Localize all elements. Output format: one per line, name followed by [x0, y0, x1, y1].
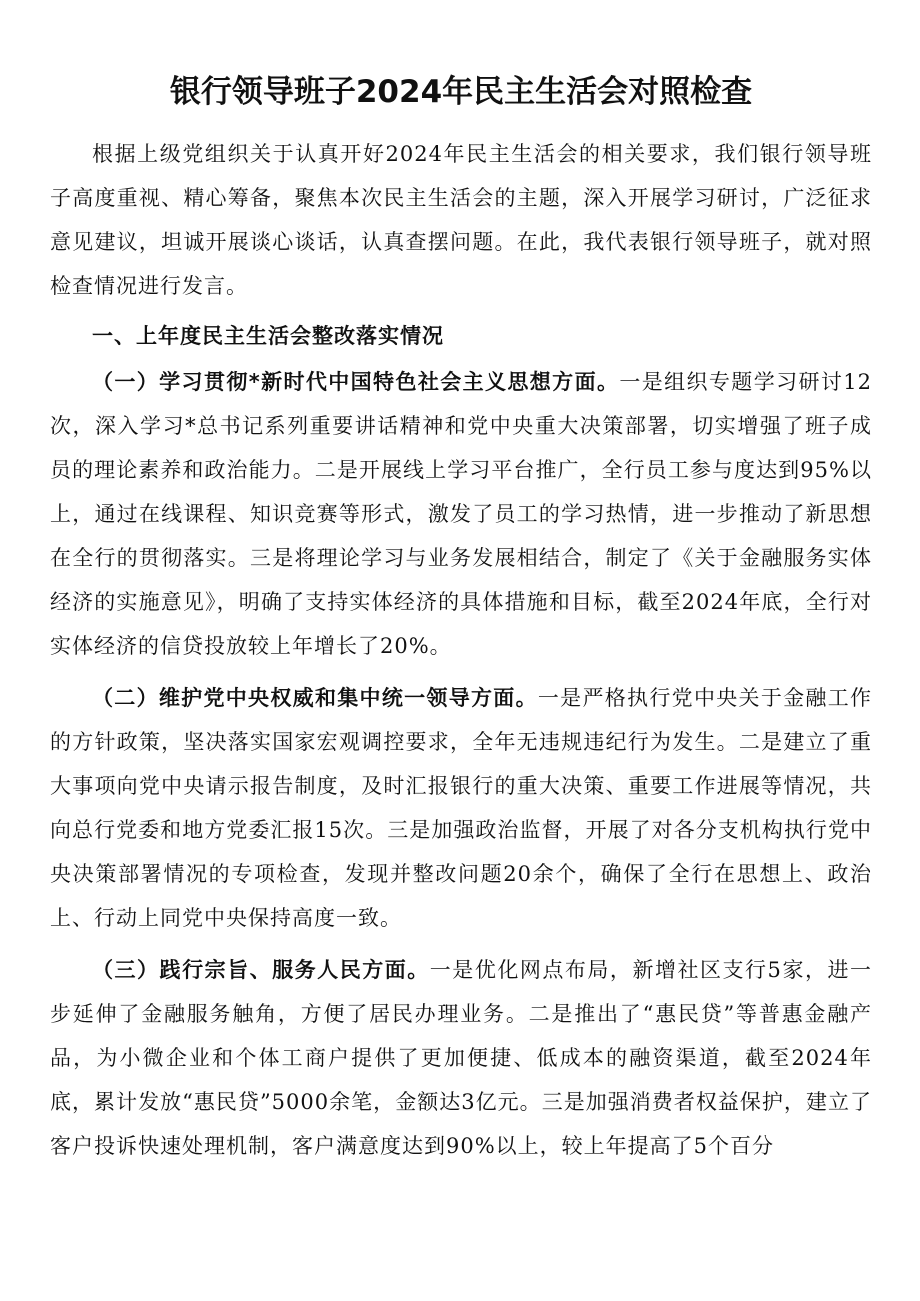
document-title: 银行领导班子2024年民主生活会对照检查	[169, 74, 753, 110]
item-paragraph	[50, 676, 872, 940]
item-lead: （二）维护党中央权威和集中统一领导方面。	[92, 686, 538, 710]
item-lead: （三）践行宗旨、服务人民方面。	[92, 958, 430, 982]
item-body: 一是组织专题学习研讨12次，深入学习*总书记系列重要讲话精神和党中央重大决策部署，切实增强了班子成员的理论素养和政治能力。二是开展线上学习平台推广，全行员工参与度达到95%以上，通过在线课程、知识竞赛等形式，激发了员工的学习热情，进一步推动了新思想在全行的贯彻落实。三是将理论学习与业务发展相结合，制定了《关于金融服务实体经济的实施意见》，明确了支持实体经济的具体措施和目标，截至2024年底，全行对实体经济的信贷投放较上年增长了20%。	[50, 370, 872, 658]
item-paragraph	[50, 360, 872, 668]
item-body: 一是严格执行党中央关于金融工作的方针政策，坚决落实国家宏观调控要求，全年无违规违纪行为发生。二是建立了重大事项向党中央请示报告制度，及时汇报银行的重大决策、重要工作进展等情况，共向总行党委和地方党委汇报15次。三是加强政治监督，开展了对各分支机构执行党中央决策部署情况的专项检查，发现并整改问题20余个，确保了全行在思想上、政治上、行动上同党中央保持高度一致。	[50, 686, 873, 930]
intro-paragraph: 根据上级党组织关于认真开好2024年民主生活会的相关要求，我们银行领导班子高度重视、精心筹备，聚焦本次民主生活会的主题，深入开展学习研讨，广泛征求意见建议，坦诚开展谈心谈话，认真查摆问题。在此，我代表银行领导班子，就对照检查情况进行发言。	[50, 142, 872, 298]
section-heading: 一、上年度民主生活会整改落实情况	[92, 324, 444, 348]
item-lead: （一）学习贯彻*新时代中国特色社会主义思想方面。	[92, 370, 620, 394]
item-body: 一是优化网点布局，新增社区支行5家，进一步延伸了金融服务触角，方便了居民办理业务。二是推出了“惠民贷”等普惠金融产品，为小微企业和个体工商户提供了更加便捷、低成本的融资渠道，截至2024年底，累计发放“惠民贷”5000余笔，金额达3亿元。三是加强消费者权益保护，建立了客户投诉快速处理机制，客户满意度达到90%以上，较上年提高了5个百分	[50, 958, 872, 1158]
item-paragraph	[50, 948, 872, 1168]
